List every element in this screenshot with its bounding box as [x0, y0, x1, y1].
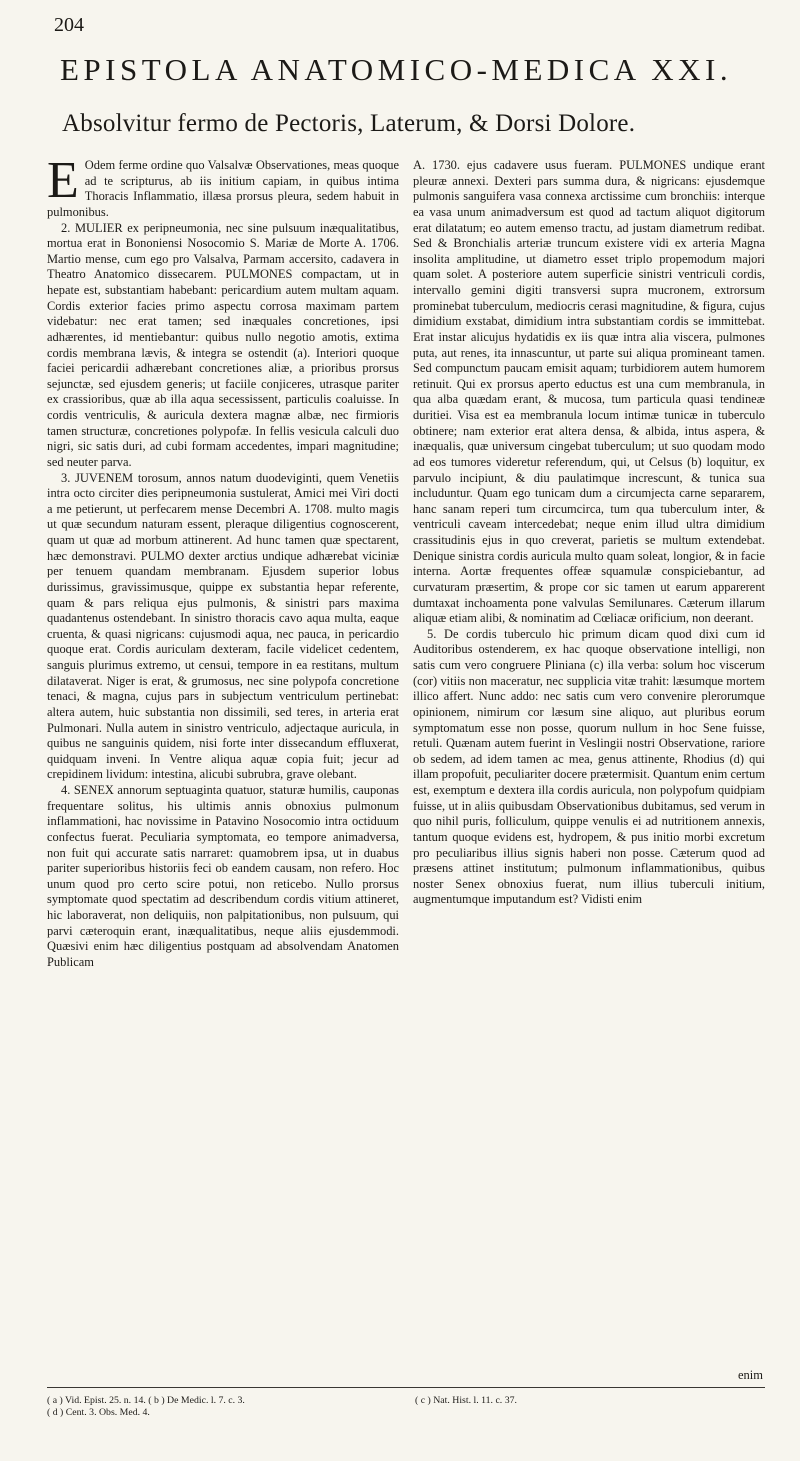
chapter-subtitle: Absolvitur fermo de Pectoris, Laterum, & Dorsi Dolore. [62, 110, 636, 137]
left-column [47, 158, 399, 1368]
paragraph-4: 4. SENEX annorum septuaginta quatuor, staturæ humilis, cauponas frequentare solitus, his ultimis annis obnoxius pulmonum inflammationi, hac novissime in Patavino Nosocomio intra octiduum confectus fuerat. Peculiaria symptomata, eo tempore animadversa, non fuit qui accurate satis narraret: quamobrem ipsa, ut in duabus pariter superioribus historiis feci ob eandem causam, non refero. Hoc unum quod pro certo scire potui, non reticebo. Nullo prorsus symptomate quod spectatim ad describendum cordis vitium attineret, hic laboraverat, non deliquiis, non palpitationibus, non pulsuum, qui parvi cæteroquin erant, inæqualitatibus, neque aliis ejusdemmodi. Quæsivi enim hæc diligentius postquam ad absolvendam Anatomen Publicam [47, 783, 399, 969]
paragraph-1 [47, 158, 399, 221]
paragraph-continued: A. 1730. ejus cadavere usus fueram. PULMONES undique erant pleuræ annexi. Dexteri pars summa dura, & nigricans: ejusdemque pulmonis sanguifera vasa connexa arctissime cum bronchiis: interque ea vasa unum animadversum est quod ad tactum aliquot digitorum erat dilatatum; eo autem emenso tractu, ad justam diametrum redibat. Sed & Bronchialis arteriæ truncum existere vidi ex arteria Magna insolita amplitudine, ut diametro esset triplo propemodum majori quam solet. A posteriore autem superficie sinistri ventriculi cordis, intervallo gemini digiti transversi supra mucronem, extrorsum prominebat tuberculum, mediocris cerasi magnitudine, & figura, cujus dimidium exstabat, dimidium intra substantiam cordis se immittebat. Erat instar alicujus hydatidis ex iis quæ intra alia viscera, pulmones puta, aut renes, ita innascuntur, ut parte sui aliqua promineant tamen. Sed compunctum paucam emisit aquam; turbidiorem autem humorem retinuit. Qui ex prorsus aperto eductus est una cum membranula, in qua alba quædam erant, & mucosa, tum particula quasi tendineæ duritiei. Visa est ea membranula locum intimæ tunicæ in tuberculo obtinere; nam exterior erat altera densa, & albida, intus aspera, & inæqualis, quæ universum cingebat tuberculum; ut suo quodam modo ad eos tumores videretur referendum, qui, ut Celsus (b) loquitur, ex parvulo incipiunt, & diu paulatimque increscunt, & tunica sua includuntur. Quam ego tunicam dum a circumjecta carne separarem, hanc sanam reperi tum circumcirca, tum qua tuberculum inter, & ventriculi caveam intercedebat; neque enim illud ultra dimidium crassitudinis ejus in quo creverat, parietis se multum extendebat. Denique sinistra cordis auricula multo quam soleat, longior, & in facie interna. Aortæ frequentes offeæ squamulæ conspiciebantur, ad curvaturam præsertim, & prope cor sic tamen ut earum apparerent dumtaxat inchoamenta pone valvulas Semilunares. Cæterum illarum aliquæ etiam alibi, & nominatim ad Cœliacæ orificium, non deerant. [413, 158, 765, 626]
footnotes-left [47, 1395, 397, 1419]
paragraph-5: 5. De cordis tuberculo hic primum dicam quod dixi cum id Auditoribus ostenderem, ex hac quoque observatione intelligi, non satis cum vero congruere Pliniana (c) illa verba: solum hoc viscerum (cor) vitiis non maceratur, nec supplicia vitæ trahit: læsumque mortem illico affert. Nunc addo: nec satis cum vero convenire plerorumque opinionem, nimirum cor læsum sine aliquo, aut pluribus eorum symptomatum esse non posse, quorum nullum in hoc Sene fuisse, retuli. Quænam autem fuerint in Veslingii nostri Observatione, rariore ob sedem, ad idem tamen ac mea, genus attinente, Rhodius (d) qui illam propofuit, peculiariter docere prætermisit. Quantum enim certum est, exemptum e dextera illa cordis auricula, non polypofum quidpiam fuisse, ut in aliis quibusdam Observationibus dubitamus, sed verum in quo nihil puris, folliculum, quippe venulis ei ad nutritionem annexis, tantum quoque evidens est, hydropem, & pus initio morbi excretum pro peculiaribus illius signis haberi non posse. Cæterum quod ad præsens attinet institutum; pulmonum inflammationibus, quibus noster Senex obnoxius fuerat, num illius tuberculi initium, augmentumque imputandum est? Vidisti enim [413, 626, 765, 907]
catchword: enim [738, 1368, 763, 1382]
footnote-c: ( c ) Nat. Hist. l. 11. c. 37. [415, 1395, 517, 1406]
right-column [413, 158, 765, 1368]
paragraph-1-text: Odem ferme ordine quo Valsalvæ Observationes, meas quoque ad te scripturus, ab iis initium capiam, in quibus intima Thoracis Inflammatio, illæsa prorsus pleura, sedem habuit in pulmonibus. [47, 158, 399, 219]
footnotes-right [415, 1395, 765, 1407]
footnote-rule [47, 1387, 765, 1388]
page-number: 204 [54, 14, 84, 36]
running-title: EPISTOLA ANATOMICO-MEDICA XXI. [60, 52, 733, 87]
drop-cap: E [47, 158, 79, 209]
footnote-d: ( d ) Cent. 3. Obs. Med. 4. [47, 1407, 150, 1418]
footnote-a-b: ( a ) Vid. Epist. 25. n. 14. ( b ) De Medic. l. 7. c. 3. [47, 1395, 245, 1406]
paragraph-2: 2. MULIER ex peripneumonia, nec sine pulsuum inæqualitatibus, mortua erat in Bononiensi Nosocomio S. Mariæ de Morte A. 1706. Martio mense, cum ego pro Valsalva, Parmam accersito, cadavera in Theatro Anatomico dissecarem. PULMONES compactam, ut in hepate est, substantiam habebant: pericardium autem multam aquam. Cordis exterior facies primo aspectu corrosa maximam partem videbatur: nec erat tamen; sed inæquales concretiones, ipsi adhærentes, id mentiebantur: quibus nullo negotio amotis, extima cordis membrana lævis, & integra se ostendit (a). Interiori quoque faciei pericardii adhærebant concretiones aliæ, a prioribus prorsus sejunctæ, sed ejusdem generis; ut faciile conjiceres, utrasque pariter ex crassioribus, quæ ab illa aqua secessissent, particulis coaluisse. In cordis ventriculis, & auricula dextera magnæ albæ, nec firmioris tamen structuræ, concretiones polypofæ. In fellis vesicula calculi duo nigri, sic satis duri, ad cubi formam accedentes, impari magnitudine; sed neuter parva. [47, 220, 399, 469]
paragraph-3: 3. JUVENEM torosum, annos natum duodeviginti, quem Venetiis intra octo circiter dies peripneumonia sustulerat, Amici mei Viri docti a me petierunt, ut perfecarem mense Decembri A. 1708. multo magis ut quæ secundum naturam essent, pleraque diligentius cognoscerent, quam ut quæ ad morbum attinerent. Ad hunc tamen quæ spectarent, hæc demonstravi. PULMO dexter arctius undique adhærebat viciniæ per tenuem quandam membranam. Ejusdem superior lobus durissimus, gravissimusque, quippe ex substantia hepar referente, quam & pars reliqua ejus pulmonis, & sinistri pars maxima quadantenus ostendebant. In sinistro thoracis cavo aqua multa, eaque cruenta, & quasi nigricans: cujusmodi aqua, nec pauca, in pericardio quoque erat. Cordis auriculam dexteram, facile videlicet cedentem, sanguis plurimus extremo, ut censui, tempore in ea restitans, multum dilataverat. Niger is erat, & grumosus, nec sine polypofa concretione tenaci, & magna, cujus pars in subjectum ventriculum pertinebat: altera autem, huic substantia non dissimili, sed teres, in arteria erat Pulmonari. Nulla autem in sinistro ventriculo, adjectaque auricula, in quibus ne sanguinis quidem, nisi forte inter dissecandum effluxerat, quidquam inveni. In Ventre aliqua aquæ copia fuit; jecur ad crepidinem lividum: intestina, alicubi subrubra, grave olebant. [47, 470, 399, 782]
